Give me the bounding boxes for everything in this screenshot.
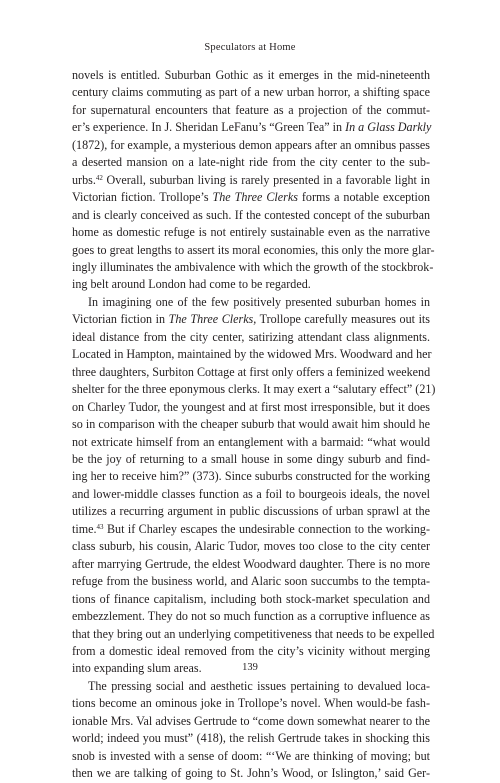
text-run: But if Charley escapes the undesirable connection to the working- <box>103 521 430 536</box>
text-line <box>72 695 430 712</box>
text-line <box>72 678 430 695</box>
text-run: for supernatural encounters that feature as a projection of the commut- <box>72 102 430 117</box>
text-run: ing belt around London had come to be regarded. <box>72 277 311 292</box>
text-line <box>72 294 430 311</box>
text-line <box>72 591 430 608</box>
text-run: class suburb, his cousin, Alaric Tudor, moves too close to the city center <box>72 539 430 554</box>
text-run: The pressing social and aesthetic issues pertaining to devalued loca- <box>88 678 430 693</box>
text-line <box>72 556 430 573</box>
text-line <box>72 521 430 538</box>
text-run: and is clearly conceived as such. If the contested concept of the suburban <box>72 207 430 222</box>
text-run: snob is invested with a sense of doom: “‘We are thinking of moving; but <box>72 748 430 763</box>
text-run: utilizes a recurring argument in public discussions of urban sprawl at the <box>72 504 430 519</box>
text-line <box>72 119 430 136</box>
text-line <box>72 207 430 224</box>
text-run: tions become an ominous joke in Trollope’s novel. When would-be fash- <box>72 696 430 711</box>
italic-title: The Three Clerks <box>212 190 298 205</box>
text-line <box>72 311 430 328</box>
text-run: ideal distance from the city center, satirizing attendant class alignments. <box>72 329 430 344</box>
text-run: novels is entitled. Suburban Gothic as it emerges in the mid-nineteenth <box>72 68 430 82</box>
text-line <box>72 329 430 346</box>
text-line <box>72 172 430 189</box>
text-line <box>72 416 430 433</box>
paragraph <box>72 678 430 783</box>
text-line <box>72 573 430 590</box>
text-run: on Charley Tudor, the youngest and at first most irresponsible, but it does <box>72 399 430 414</box>
text-run: (1872), for example, a mysterious demon appears after an omnibus passes <box>72 137 431 152</box>
text-run: century claims commuting as part of a new urban horror, a shifting space <box>72 85 430 100</box>
text-line <box>72 102 430 119</box>
text-run: urbs. <box>72 172 96 187</box>
text-line <box>72 242 435 259</box>
text-line <box>72 765 430 782</box>
text-run: ing her to receive him?” (373). Since suburbs constructed for the working <box>72 469 430 484</box>
text-run: forms a notable exception <box>297 190 430 205</box>
text-run: shelter for the three eponymous clerks. It may exert a “salutary effect” (21) <box>72 382 436 397</box>
text-run: ingly illuminates the ambivalence with which the growth of the stockbrok- <box>72 259 434 274</box>
text-run: three daughters, Surbiton Cottage at first only offers a feminized weekend <box>72 364 431 379</box>
text-run: Trollope carefully measures out its <box>256 312 430 327</box>
italic-title: In a Glass Darkly <box>345 120 432 135</box>
text-line <box>72 468 430 485</box>
text-run: Overall, suburban living is rarely presented in a favorable light in <box>102 172 430 187</box>
text-line <box>72 84 430 101</box>
text-line <box>72 364 430 381</box>
text-line <box>72 730 430 747</box>
text-run: that they bring out an underlying competitiveness that needs to be expelled <box>72 626 435 641</box>
text-run: er’s experience. In J. Sheridan LeFanu’s “Green Tea” in <box>72 120 346 135</box>
text-run: Victorian fiction. Trollope’s <box>72 190 213 205</box>
text-run: be the joy of returning to a small house in some dingy suburb and find- <box>72 451 430 466</box>
text-line <box>72 137 430 154</box>
text-line <box>72 748 430 765</box>
text-run: time. <box>72 521 97 536</box>
paragraph <box>72 67 435 294</box>
text-line <box>72 224 430 241</box>
text-run: refuge from the business world, and Alaric soon succumbs to the tempta- <box>72 574 430 589</box>
text-line <box>72 626 435 643</box>
text-run: home as domestic refuge is not entirely sustainable even as the narrative <box>72 225 430 240</box>
text-line <box>72 434 430 451</box>
text-run: world; indeed you must” (418), the relish Gertrude takes in shocking this <box>72 731 430 746</box>
text-run: goes to great lengths to assert its moral economies, this only the more glar- <box>72 242 435 257</box>
text-run: ionable Mrs. Val advises Gertrude to “come down somewhat nearer to the <box>72 713 430 728</box>
text-run: Victorian fiction in <box>72 312 169 327</box>
text-line <box>72 486 430 503</box>
text-line <box>72 538 430 555</box>
text-run: Located in Hampton, maintained by the widowed Mrs. Woodward and her <box>72 347 432 362</box>
body-text <box>72 67 436 783</box>
italic-title: The Three Clerks, <box>168 312 257 327</box>
text-line <box>72 346 430 363</box>
text-run: embezzlement. They do not so much function as a corruptive influence as <box>72 609 430 624</box>
text-run: not extricate himself from an entanglement with a barmaid: “what would <box>72 434 430 449</box>
footnote-ref: 42 <box>95 173 103 182</box>
footnote-ref: 43 <box>96 522 104 531</box>
paragraph <box>72 294 436 678</box>
page-number: 139 <box>242 662 258 673</box>
text-run: so in comparison with the cheaper suburb that would await him should he <box>72 417 430 432</box>
text-run: In imagining one of the few positively presented suburban homes in <box>88 294 430 309</box>
text-line <box>72 189 430 206</box>
text-line <box>72 154 430 171</box>
text-run: a deserted mansion on a late-night ride from the city center to the sub- <box>72 155 430 170</box>
text-line <box>72 399 430 416</box>
running-head: Speculators at Home <box>204 42 296 53</box>
text-run: tions of finance capitalism, including both stock-market speculation and <box>72 591 430 606</box>
text-line <box>72 643 430 660</box>
text-line <box>72 451 430 468</box>
text-run: into expanding slum areas. <box>72 661 202 676</box>
text-line <box>72 276 430 293</box>
text-line <box>72 259 434 276</box>
text-run: then we are talking of going to St. John’s Wood, or Islington,’ said Ger- <box>72 766 430 781</box>
text-run: from a domestic ideal removed from the city’s vicinity without merging <box>72 643 430 658</box>
text-run: after marrying Gertrude, the eldest Woodward daughter. There is no more <box>72 556 430 571</box>
text-line <box>72 381 436 398</box>
text-line <box>72 503 430 520</box>
text-run: and lower-middle classes function as a foil to bourgeois ideals, the novel <box>72 486 430 501</box>
text-line <box>72 67 430 84</box>
text-line <box>72 713 430 730</box>
text-line <box>72 608 430 625</box>
